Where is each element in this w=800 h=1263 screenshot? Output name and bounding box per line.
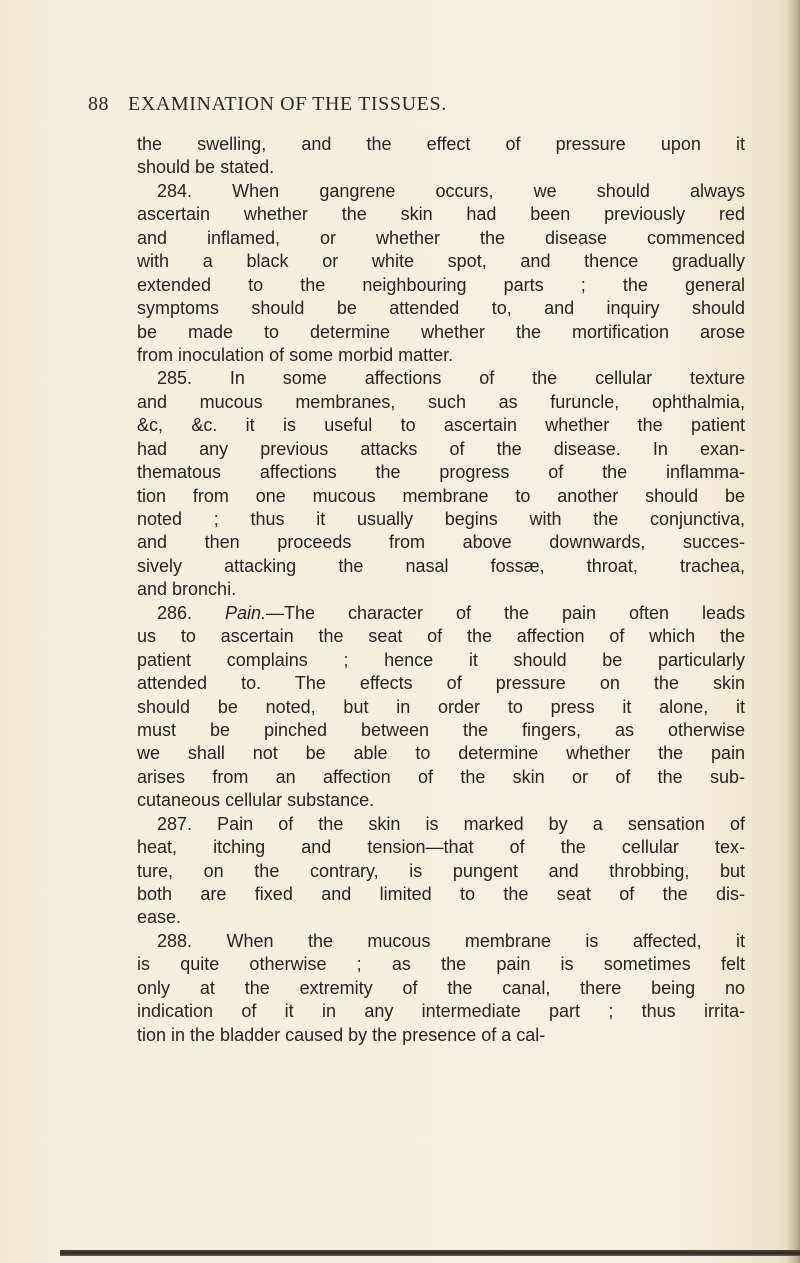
text-line: and mucous membranes, such as furuncle, ophthalmia,: [137, 391, 745, 412]
text-line: &c, &c. it is useful to ascertain whether the patient: [137, 415, 745, 436]
text-line: the swelling, and the effect of pressure upon it: [137, 134, 745, 154]
text-line: should be stated.: [137, 157, 275, 178]
text-line: indication of it in any intermediate part ; thus irrita-: [137, 1001, 745, 1022]
text-line: 287. Pain of the skin is marked by a sensation of: [157, 813, 745, 834]
text-line: from inoculation of some morbid matter.: [137, 344, 454, 365]
text-line: with a black or white spot, and thence gradually: [137, 251, 745, 272]
text-line: should be noted, but in order to press it alone, it: [137, 696, 745, 717]
text-line: and bronchi.: [137, 579, 237, 600]
page-edge-shadow: [786, 0, 800, 1263]
text-line: symptoms should be attended to, and inquiry should: [137, 298, 745, 319]
text-line: is quite otherwise ; as the pain is sometimes felt: [137, 954, 745, 975]
text-line: us to ascertain the seat of the affection of which the: [137, 626, 745, 647]
text-line: ease.: [137, 907, 182, 928]
text-line: noted ; thus it usually begins with the conjunctiva,: [137, 509, 745, 529]
text-line: ture, on the contrary, is pungent and throbbing, but: [137, 860, 745, 881]
text-line: tion from one mucous membrane to another should be: [137, 485, 745, 506]
running-title: EXAMINATION OF THE TISSUES.: [128, 93, 447, 115]
text-line: attended to. The effects of pressure on the skin: [137, 673, 745, 694]
text-line: sively attacking the nasal fossæ, throat, trachea,: [137, 555, 745, 576]
text-line: 286. Pain.—The character of the pain often leads: [157, 602, 745, 623]
text-line: 288. When the mucous membrane is affected, it: [157, 930, 745, 951]
text-line: and inflamed, or whether the disease commenced: [137, 227, 745, 248]
text-line: cutaneous cellular substance.: [137, 790, 375, 811]
text-line: 284. When gangrene occurs, we should always: [157, 180, 745, 201]
text-line: only at the extremity of the canal, there being no: [137, 977, 745, 998]
text-line: tion in the bladder caused by the presence of a cal-: [137, 1024, 546, 1045]
bottom-edge-rule: [60, 1250, 800, 1256]
text-line: must be pinched between the fingers, as otherwise: [137, 719, 745, 740]
text-line: thematous affections the progress of the inflamma-: [137, 462, 745, 483]
text-line: had any previous attacks of the disease. In exan-: [137, 438, 745, 459]
page-number: 88: [88, 93, 109, 115]
text-line: arises from an affection of the skin or of the sub-: [137, 766, 745, 787]
text-line: ascertain whether the skin had been previously red: [137, 204, 745, 225]
text-line: 285. In some affections of the cellular texture: [157, 368, 745, 389]
text-line: and then proceeds from above downwards, succes-: [137, 532, 745, 553]
text-line: patient complains ; hence it should be particularly: [137, 649, 745, 670]
text-line: be made to determine whether the mortification arose: [137, 321, 745, 342]
text-line: heat, itching and tension—that of the cellular tex-: [137, 837, 745, 858]
text-line: we shall not be able to determine whether the pain: [137, 743, 745, 764]
text-line: both are fixed and limited to the seat of the dis-: [137, 884, 745, 904]
text-line: extended to the neighbouring parts ; the general: [137, 274, 745, 295]
body-text: [137, 133, 745, 1047]
